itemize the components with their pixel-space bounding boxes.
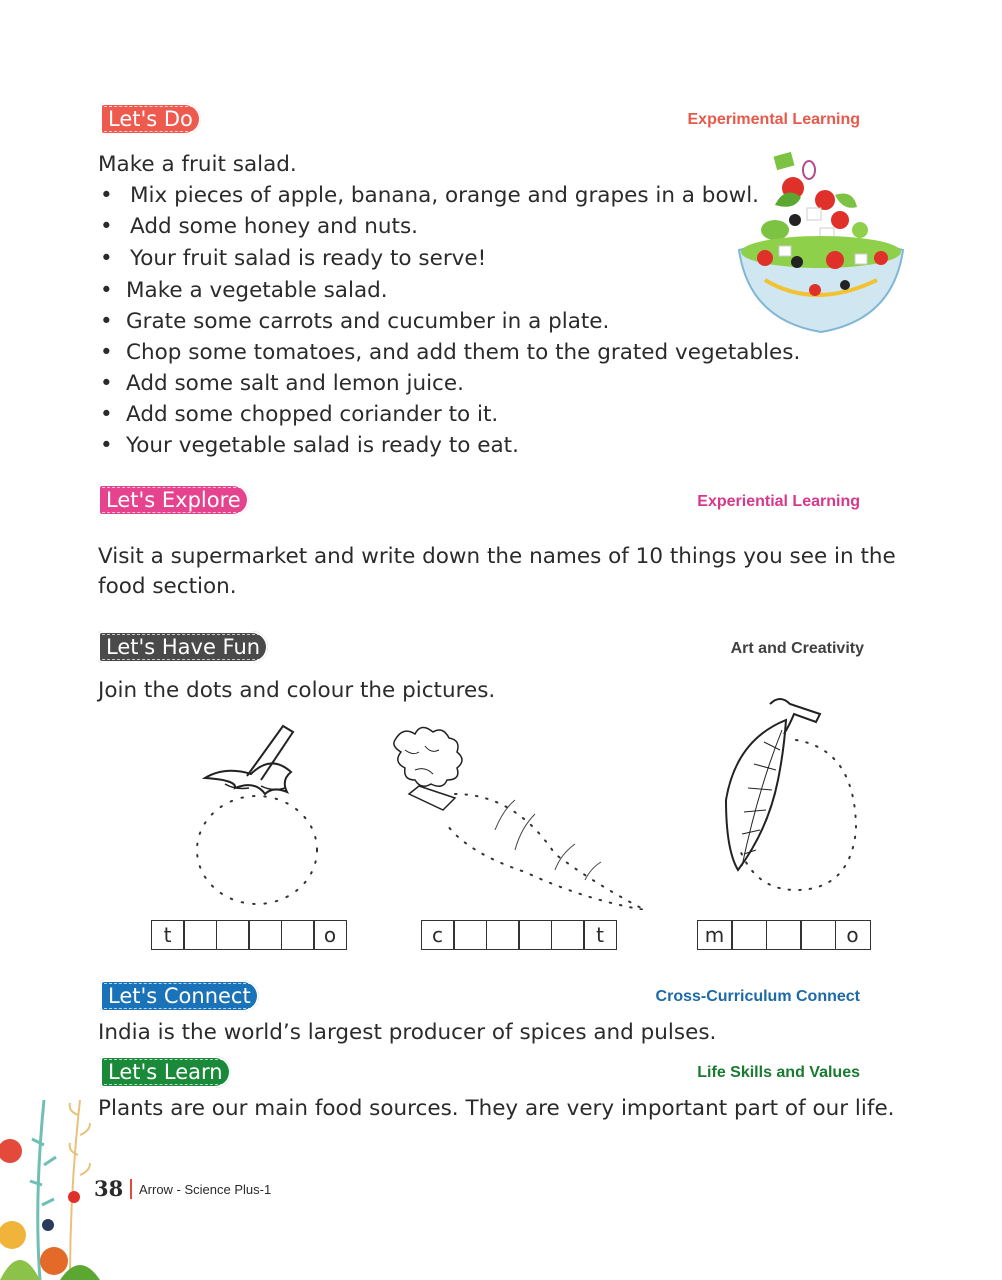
fun-instruction: Join the dots and colour the pictures.	[98, 678, 496, 703]
carrot-dot-icon	[385, 720, 655, 910]
letter-box[interactable]	[248, 920, 282, 950]
lets-have-fun-tag	[98, 631, 268, 663]
list-item	[100, 309, 609, 334]
explore-text-line-1: Visit a supermarket and write down the names of 10 things you see in the	[98, 544, 896, 569]
bullet-icon: •	[100, 214, 113, 239]
letter-box[interactable]	[518, 920, 552, 950]
page-number: 38	[94, 1176, 124, 1201]
bullet-icon: •	[100, 402, 113, 427]
list-item	[100, 402, 498, 427]
list-item	[100, 214, 418, 239]
lets-connect-category: Cross-Curriculum Connect	[655, 988, 860, 1005]
do-intro: Make a fruit salad.	[98, 152, 297, 177]
letter-box[interactable]: m	[697, 920, 733, 950]
bullet-icon: •	[100, 371, 113, 396]
lets-have-fun-category: Art and Creativity	[730, 640, 864, 657]
list-item	[100, 246, 486, 271]
lets-explore-tag	[98, 484, 249, 516]
letter-box[interactable]: t	[151, 920, 185, 950]
list-item	[100, 183, 759, 208]
lets-learn-category: Life Skills and Values	[697, 1064, 860, 1081]
tomato-dot-icon	[185, 720, 335, 910]
letter-box[interactable]: o	[313, 920, 347, 950]
lets-do-label: Let's Do	[108, 107, 193, 131]
letter-box[interactable]	[800, 920, 836, 950]
list-item-text: Add some chopped coriander to it.	[126, 402, 499, 427]
explore-text-line-2: food section.	[98, 574, 237, 599]
learn-text: Plants are our main food sources. They are very important part of our life.	[98, 1096, 895, 1121]
letter-box[interactable]	[216, 920, 250, 950]
letter-box[interactable]: o	[835, 920, 871, 950]
carrot-word-boxes	[422, 920, 617, 950]
flower-decoration-icon	[0, 1085, 100, 1280]
lets-learn-tag	[100, 1056, 231, 1088]
salad-bowl-icon	[735, 150, 905, 340]
lets-explore-category: Experiential Learning	[697, 493, 860, 510]
list-item-text: Your vegetable salad is ready to eat.	[126, 433, 519, 458]
lets-do-category: Experimental Learning	[687, 111, 860, 128]
book-title: Arrow - Science Plus-1	[139, 1182, 272, 1197]
list-item	[100, 340, 800, 365]
footer-divider	[130, 1179, 132, 1199]
connect-text: India is the world’s largest producer of spices and pulses.	[98, 1020, 717, 1045]
lets-connect-tag	[100, 980, 259, 1012]
bullet-icon: •	[100, 340, 113, 365]
bullet-icon: •	[100, 278, 113, 303]
lets-learn-label: Let's Learn	[108, 1060, 223, 1084]
list-item	[100, 278, 388, 303]
list-item-text: Make a vegetable salad.	[126, 278, 388, 303]
list-item	[100, 433, 519, 458]
mango-word-boxes	[698, 920, 871, 950]
bullet-icon: •	[100, 246, 113, 271]
letter-box[interactable]: c	[421, 920, 455, 950]
list-item-text: Grate some carrots and cucumber in a plate.	[126, 309, 610, 334]
letter-box[interactable]	[183, 920, 217, 950]
bullet-icon: •	[100, 309, 113, 334]
tomato-word-boxes	[152, 920, 347, 950]
list-item-text: Add some honey and nuts.	[130, 214, 419, 239]
list-item-text: Your fruit salad is ready to serve!	[130, 246, 487, 271]
letter-box[interactable]	[486, 920, 520, 950]
lets-have-fun-label: Let's Have Fun	[106, 635, 261, 659]
lets-do-tag	[100, 103, 201, 135]
list-item-text: Mix pieces of apple, banana, orange and grapes in a bowl.	[130, 183, 760, 208]
list-item	[100, 371, 464, 396]
letter-box[interactable]	[281, 920, 315, 950]
letter-box[interactable]	[731, 920, 767, 950]
mango-dot-icon	[700, 690, 870, 910]
bullet-icon: •	[100, 183, 113, 208]
letter-box[interactable]: t	[583, 920, 617, 950]
letter-box[interactable]	[766, 920, 802, 950]
bullet-icon: •	[100, 433, 113, 458]
lets-explore-label: Let's Explore	[106, 488, 241, 512]
letter-box[interactable]	[551, 920, 585, 950]
list-item-text: Add some salt and lemon juice.	[126, 371, 464, 396]
letter-box[interactable]	[453, 920, 487, 950]
list-item-text: Chop some tomatoes, and add them to the grated vegetables.	[126, 340, 801, 365]
lets-connect-label: Let's Connect	[108, 984, 251, 1008]
